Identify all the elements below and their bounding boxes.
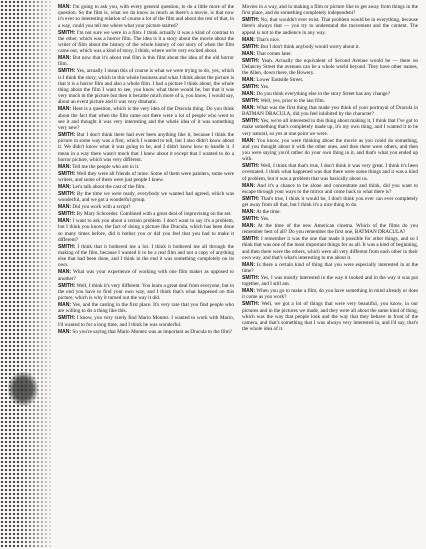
interview-paragraph (242, 183, 418, 195)
interview-paragraph (242, 209, 418, 215)
speaker-label: MAN: (242, 105, 256, 112)
paragraph-text: I think that it bothered me a lot. I think it bothered me all through the making of the film, because I wanted it to be a real film and not a copy of anything else that had been done, and I think in the end it was something completely on its own. (58, 243, 234, 269)
speaker-label: MAN: (58, 106, 72, 113)
interview-paragraph (58, 30, 234, 55)
paragraph-text: By Mary Schroeder. Combined with a great deal of improvising on the set. (76, 211, 232, 218)
speaker-label: SMITH: (242, 275, 260, 282)
speaker-label: SMITH: (242, 163, 260, 170)
speaker-label: MAN: (58, 4, 72, 10)
speaker-label: SMITH: (58, 315, 76, 322)
speaker-label: SMITH: (242, 118, 260, 125)
interview-paragraph (242, 223, 418, 235)
interview-paragraph (58, 164, 234, 170)
interview-paragraph (58, 218, 234, 243)
interview-paragraph (58, 302, 234, 314)
speaker-label: SMITH: (242, 84, 260, 91)
speaker-label: MAN: (58, 184, 72, 191)
paragraph-text: I want to ask you about a certain problem. I don't want to say it's a problem, but I think you know, the fact of doing a picture like Dracula, which has been done so many times before, did it bother you or did you feel that you had to make it different? (58, 218, 234, 243)
paragraph-text: That's nice. (256, 36, 280, 43)
speaker-label: MAN: (58, 302, 72, 309)
interview-paragraph (58, 132, 234, 163)
interview-paragraph (242, 37, 418, 43)
interview-paragraph (242, 51, 418, 57)
interview-paragraph (242, 118, 418, 137)
paragraph-text: Yes. (260, 84, 270, 91)
paragraph-text: Did you work with a script? (72, 204, 131, 211)
paragraph-text: Do you think everything else in the story Street has any change? (256, 91, 390, 98)
right-column (242, 4, 418, 544)
speaker-label: SMITH: (242, 301, 260, 308)
paragraph-text: Lower Eastside Street. (256, 77, 304, 84)
interview-paragraph (242, 4, 418, 16)
paragraph-text: Yes. (260, 216, 270, 223)
interview-paragraph (58, 269, 234, 281)
interview-paragraph (58, 55, 234, 67)
speaker-label: MAN: (242, 91, 256, 98)
speaker-label: SMITH: (58, 243, 76, 250)
paragraph-text: I'm not sure we were in a film. I think actually it was a kind of contrast to the other, which was a horror film. The idea is it a story about the movie about the writer of film about the history of the whole history of our story of when the film came out, which was a kind of story, I think, where we're very excited about. (58, 29, 234, 55)
interview-paragraph (58, 171, 234, 183)
interview-paragraph (58, 283, 234, 302)
interview-paragraph (242, 91, 418, 97)
speaker-label: MAN: (242, 223, 256, 230)
speaker-label: SMITH: (242, 17, 260, 24)
paragraph-text: Well, yes, prior to the last film. (260, 98, 325, 105)
interview-paragraph (58, 68, 234, 105)
paragraph-text: But I don't think anybody would worry about it. (260, 43, 360, 50)
interview-paragraph (242, 58, 418, 77)
interview-paragraph (58, 204, 234, 210)
speaker-label: MAN: (242, 182, 256, 189)
interview-paragraph (58, 329, 234, 335)
interview-paragraph (242, 77, 418, 83)
interview-paragraph (242, 288, 418, 300)
speaker-label: SMITH: (242, 216, 260, 223)
paragraph-text: Yes, we're all interested in this thing about making it, I think that I've got to make something that's completely made up, it's my own thing, and I wanted it to be very natural, so yes at one point we were. (242, 118, 418, 137)
interview-paragraph (242, 163, 418, 182)
interview-columns (58, 4, 418, 544)
interview-paragraph (58, 315, 234, 327)
ink-smudge (8, 372, 38, 406)
paragraph-text: Well they were all friends of mine. Some of them were painters, some were writers, and some of them were just people I knew. (58, 170, 234, 184)
speaker-label: MAN: (242, 261, 256, 268)
paragraph-text: I remember it was the one that made it possible for other things, and so I think that was one of the most important things for us all. It was a kind of beginning, and then there were the others, which were all very different from each other in their own way, and that's what's interesting to me about it. (242, 236, 418, 261)
interview-paragraph (242, 301, 418, 332)
paragraph-text: Yes, actually I mean this of course is what we were trying to do, yes, which is I think the story, which in this whole business and what I think about the picture is that it is a horror film and also a whole film. I had a picture I think about, the whole thing about the film I want to see, you know what there would be, but that it was very much in the picture but then it became much more of a, you know, I would say, about an event picture and it was very dramatic. (58, 68, 234, 106)
interview-paragraph (58, 106, 234, 131)
paragraph-text: But I don't think there had ever been anything like it, because I think the picture in some way was a first, which I wanted to tell, but I also didn't know about it. We didn't know what it was going to be, and I didn't know how to handle it. I mean in a way there wasn't much that I knew about it except that I wanted to do a horror picture, which was very different. (58, 132, 234, 163)
paragraph-text: No, that wouldn't ever exist. That problem would be in everything, because there's always that — you try to understand the movement and the content. The appeal is not to the audience in any way. (242, 17, 418, 36)
interview-paragraph (242, 84, 418, 90)
paragraph-text: Yes, and the casting in the first place. It's very rare that you find people who are willing to do a thing like this. (58, 302, 234, 315)
paragraph-text: I'm going to ask you, with every general question, to do a little more of the question. So the film is, what we do know as much as there's a movie, is that now it's ever so interesting relation of course a lot of the film and about the rest of that, in a way, could you tell me where what your picture started? (58, 4, 234, 29)
speaker-label: MAN: (242, 36, 256, 43)
speaker-label: MAN: (242, 50, 256, 57)
interview-paragraph (242, 138, 418, 163)
paragraph-text: Well, we got a lot of things that were very beautiful, you know, in our pictures and in the pictures we made, and they were all about the same kind of thing, which was the way that people look and the way that they behave in front of the camera, and that's something that I was always very interested in, and I'd say, that's the whole idea of it. (242, 301, 418, 333)
interview-paragraph (242, 196, 418, 208)
interview-paragraph (242, 98, 418, 104)
paragraph-text: Here is a question, which is the very idea of the Dracula thing. Do you think about the fact that when the film came out there were a lot of people who went to see it and thought it was very interesting and the whole idea of it was something very new? (58, 106, 234, 132)
speaker-label: SMITH: (58, 132, 76, 139)
interview-paragraph (242, 105, 418, 117)
paragraph-text: You know, you were thinking about the movie as you could do something, and you thought about it with the other ones, and then there were others, and then you were saying you'd rather do your own thing in it, and that's what you ended up with. (242, 137, 418, 163)
speaker-label: SMITH: (242, 98, 260, 105)
speaker-label: MAN: (58, 218, 72, 225)
speaker-label: MAN: (242, 288, 256, 295)
paragraph-text: By the time we were ready, everybody we wanted had agreed, which was wonderful, and we got a wonderful group. (58, 191, 234, 204)
paragraph-text: Tell me the people who are in it. (72, 163, 140, 170)
interview-paragraph (58, 191, 234, 203)
paragraph-text: That comes later. (256, 50, 292, 57)
interview-paragraph (58, 244, 234, 269)
speaker-label: MAN: (58, 328, 72, 335)
speaker-label: SMITH: (58, 191, 76, 198)
paragraph-text: Yeah. Actually the equivalent of Second Avenue would be — there on Delancey Street the avenues can be a whole world beyond. They have other names, the Allen, down there, the Bowery. (242, 57, 418, 77)
paragraph-text: I know, you very rarely find Mario Montez. I wanted to work with Mario, I'd wanted to for a long time, and I think he was wonderful. (58, 315, 234, 328)
paragraph-text: Well, I think it's very different. You learn a great deal from everyone, but in the end you have to find your own way, and I think that's what happened on this picture, which is why it turned out the way it did. (58, 282, 234, 302)
paragraph-text: Yes, I was mostly interested in the way it looked and in the way it was put together, and I still am. (242, 275, 418, 288)
speaker-label: SMITH: (58, 29, 76, 36)
speaker-label: MAN: (58, 204, 72, 211)
speaker-label: MAN: (58, 55, 72, 62)
interview-paragraph (242, 236, 418, 261)
speaker-label: MAN: (58, 163, 72, 170)
interview-paragraph (242, 275, 418, 287)
speaker-label: SMITH: (242, 195, 260, 202)
interview-paragraph (242, 262, 418, 274)
interview-paragraph (242, 44, 418, 50)
paragraph-text: Well, I think that that's true, I don't think it was very great. I think it's been overstated. I think what happened was that there were some things and it was a kind of problem, but it was a problem that was basically about us. (242, 163, 418, 182)
paragraph-text: Movies in a way, and in making a film or picture like to get away from things in the first place, and do something completely independent? (242, 4, 418, 17)
speaker-label: SMITH: (242, 57, 260, 64)
speaker-label: SMITH: (242, 43, 260, 50)
paragraph-text: And it's a chance to be alone and concentrate and think, did you want to escape through your ways to the mirror and come back to what there is? (242, 182, 418, 195)
paragraph-text: But now that it's about real film is this film about the idea of the old horror film. (58, 55, 234, 68)
left-column (58, 4, 234, 544)
paragraph-text: So you're saying that Mario Montez was as important as Dracula to the film? (72, 328, 232, 335)
interview-paragraph (58, 4, 234, 29)
speaker-label: MAN: (242, 77, 256, 84)
speaker-label: SMITH: (58, 170, 76, 177)
speaker-label: SMITH: (58, 211, 76, 218)
interview-paragraph (58, 184, 234, 190)
speaker-label: MAN: (58, 269, 72, 276)
paragraph-text: What was the first thing that made you think of your portrayal of Dracula in BATMAN DRACULA, did you feel inhibited by the character? (242, 105, 418, 118)
interview-paragraph (58, 211, 234, 217)
paragraph-text: That's true, I think it would be, I don't think you ever can ever completely get away from all that, but I think it's a nice thing to do. (242, 195, 418, 209)
paragraph-text: At the time. (256, 209, 281, 216)
speaker-label: MAN: (242, 209, 256, 216)
paragraph-text: Is there a certain kind of thing that you were especially interested in at the time? (242, 261, 418, 275)
speaker-label: MAN: (242, 137, 256, 144)
halftone-fade (18, 0, 58, 549)
paragraph-text: When you go to make a film, do you have something in mind already or does it come as you work? (242, 288, 418, 301)
speaker-label: SMITH: (58, 282, 76, 289)
speaker-label: SMITH: (242, 236, 260, 243)
interview-paragraph (242, 216, 418, 222)
paragraph-text: At the time of the new American cinema. Which of the films do you remember best of all? Do you remember the first one, BATMAN DRACULA? (242, 223, 418, 236)
interview-paragraph (242, 17, 418, 36)
paragraph-text: Let's talk about the cast of the film. (72, 184, 146, 191)
speaker-label: SMITH: (58, 68, 76, 75)
paragraph-text: What was your experience of working with one film maker as opposed to another? (58, 269, 234, 282)
